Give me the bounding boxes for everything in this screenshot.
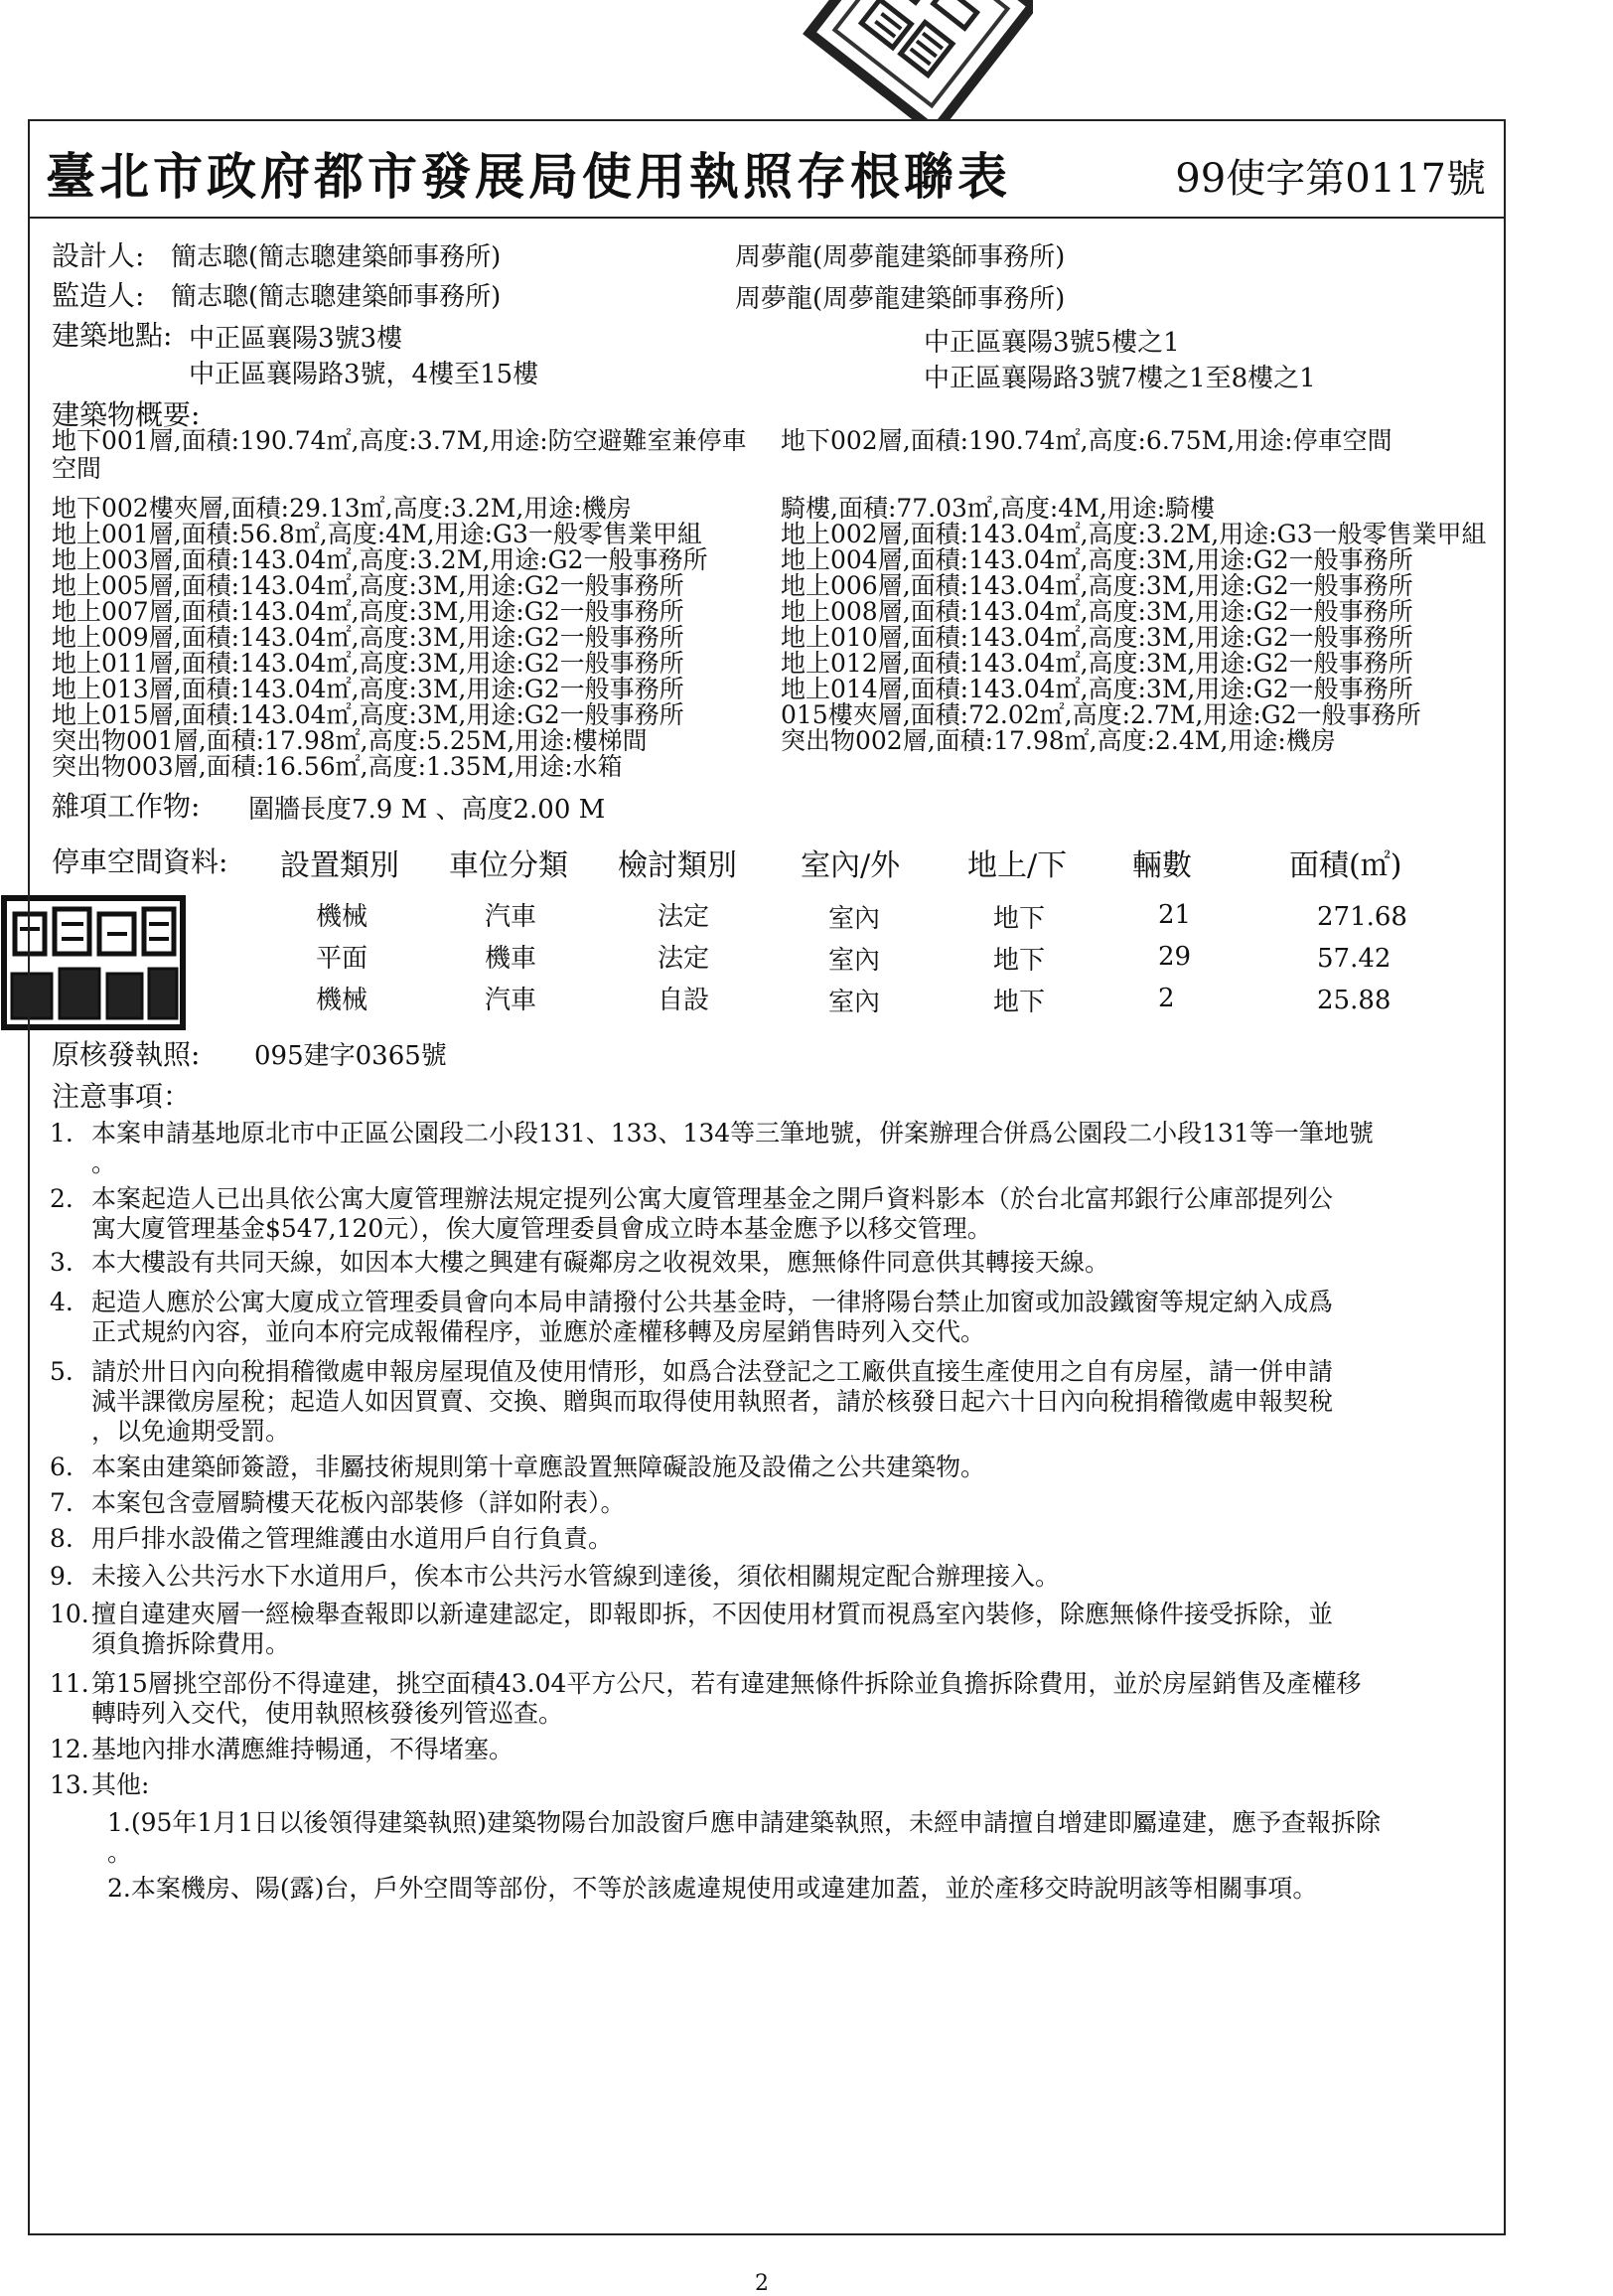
overview-left-line: 地上007層,面積:143.04㎡,高度:3M,用途:G2一般事務所	[52, 597, 684, 626]
overview-left-line: 地上005層,面積:143.04㎡,高度:3M,用途:G2一般事務所	[52, 571, 684, 600]
overview-left-line: 地上001層,面積:56.8㎡,高度:4M,用途:G3一般零售業甲組	[52, 520, 702, 548]
notes-label: 注意事項：	[52, 1080, 192, 1113]
parking-cell: 29	[1158, 942, 1192, 972]
parking-cell: 法定	[658, 902, 710, 932]
note-number: 11.	[50, 1669, 89, 1698]
overview-right-line: 地上012層,面積:143.04㎡,高度:3M,用途:G2一般事務所	[781, 649, 1413, 678]
note-line: 減半課徵房屋稅；起造人如因買賣、交換、贈與而取得使用執照者，請於核發日起六十日內向稅捐稽徵處申報契稅	[91, 1387, 1334, 1416]
overview-right-line: 地上002層,面積:143.04㎡,高度:3.2M,用途:G3一般零售業甲組	[781, 520, 1487, 548]
note-number: 8.	[50, 1524, 73, 1553]
parking-header-setup: 設置類別	[280, 848, 399, 883]
misc-works-label: 雜項工作物:	[52, 790, 201, 823]
note-line: 起造人應於公寓大廈成立管理委員會向本局申請撥付公共基金時，一律將陽台禁止加窗或加設鐵窗等規定納入成爲	[91, 1288, 1334, 1316]
overview-left-line: 地下001層,面積:190.74㎡,高度:3.7M,用途:防空避難室兼停車	[52, 426, 747, 455]
overview-left-line: 地上015層,面積:143.04㎡,高度:3M,用途:G2一般事務所	[52, 700, 684, 729]
overview-right-line: 015樓夾層,面積:72.02㎡,高度:2.7M,用途:G2一般事務所	[781, 700, 1421, 729]
note-line: 第15層挑空部份不得違建，挑空面積43.04平方公尺，若有違建無條件拆除並負擔拆除費用，並於房屋銷售及產權移	[91, 1669, 1362, 1698]
overview-label: 建築物概要:	[52, 398, 201, 431]
designer-1: 簡志聰(簡志聰建築師事務所)	[171, 242, 502, 272]
parking-cell: 機車	[485, 944, 537, 974]
overview-right-line: 地上008層,面積:143.04㎡,高度:3M,用途:G2一般事務所	[781, 597, 1413, 626]
note-line: 本案起造人已出具依公寓大廈管理辦法規定提列公寓大廈管理基金之開戶資料影本（於台北富邦銀行公庫部提列公	[91, 1184, 1334, 1213]
parking-cell: 室內	[828, 904, 881, 934]
parking-header-class: 車位分類	[449, 848, 568, 883]
note-line: 本大樓設有共同天線，如因本大樓之興建有礙鄰房之收視效果，應無條件同意供其轉接天線。	[91, 1248, 1110, 1277]
parking-header-level: 地上/下	[967, 848, 1068, 883]
note-line: 轉時列入交代，使用執照核發後列管巡查。	[91, 1699, 564, 1728]
note-line: 用戶排水設備之管理維護由水道用戶自行負責。	[91, 1524, 614, 1553]
parking-cell: 地下	[993, 946, 1046, 976]
note-line: 本案申請基地原北市中正區公園段二小段131、133、134等三筆地號，併案辦理合併爲公園段二小段131等一筆地號	[91, 1119, 1374, 1148]
note-number: 7.	[50, 1488, 73, 1517]
note-item	[50, 1119, 1500, 1178]
note-item	[50, 1184, 1500, 1244]
site-address-3: 中正區襄陽3號5樓之1	[924, 328, 1180, 358]
note-number: 9.	[50, 1562, 73, 1591]
overview-left-line: 突出物003層,面積:16.56㎡,高度:1.35M,用途:水箱	[52, 752, 623, 781]
parking-cell: 汽車	[485, 986, 537, 1015]
note-number: 10.	[50, 1600, 89, 1628]
parking-cell: 機械	[316, 986, 368, 1015]
parking-header-indoor: 室內/外	[801, 848, 901, 883]
note-number: 1.	[50, 1119, 73, 1148]
note-item	[50, 1288, 1500, 1347]
overview-right-line: 地上014層,面積:143.04㎡,高度:3M,用途:G2一般事務所	[781, 675, 1413, 703]
site-label: 建築地點:	[52, 319, 173, 352]
note-line: 其他:	[91, 1770, 150, 1799]
document-title: 臺北市政府都市發展局使用執照存根聯表	[46, 147, 1011, 206]
note-number: 4.	[50, 1288, 73, 1316]
note-sub-line: 2.本案機房、陽(露)台，戶外空間等部份，不等於該處違規使用或違建加蓋，並於產移交時說明該等相關事項。	[107, 1874, 1318, 1903]
note-line: 擅自違建夾層一經檢舉查報即以新違建認定，即報即拆，不因使用材質而視爲室內裝修，除應無條件接受拆除，並	[91, 1600, 1334, 1628]
note-line: 未接入公共污水下水道用戶，俟本市公共污水管線到達後，須依相關規定配合辦理接入。	[91, 1562, 1061, 1591]
original-permit-label: 原核發執照:	[52, 1038, 201, 1071]
original-permit-value: 095建字0365號	[254, 1041, 447, 1071]
permit-number: 99使字第0117號	[1175, 156, 1486, 202]
note-line: 請於卅日內向稅捐稽徵處申報房屋現值及使用情形，如爲合法登記之工廠供直接生產使用之自有房屋，請一併申請	[91, 1357, 1334, 1386]
misc-works-value: 圍牆長度7.9 M 、高度2.00 M	[248, 795, 606, 825]
note-number: 5.	[50, 1357, 73, 1386]
designer-2: 周夢龍(周夢龍建築師事務所)	[735, 242, 1066, 272]
overview-right-line: 地上006層,面積:143.04㎡,高度:3M,用途:G2一般事務所	[781, 571, 1413, 600]
parking-cell: 地下	[993, 988, 1046, 1017]
parking-cell: 汽車	[485, 902, 537, 932]
parking-cell: 室內	[828, 946, 881, 976]
overview-right-line: 地上004層,面積:143.04㎡,高度:3M,用途:G2一般事務所	[781, 545, 1413, 574]
parking-cell: 2	[1158, 984, 1175, 1013]
parking-label: 停車空間資料:	[52, 845, 228, 878]
note-item	[50, 1562, 1500, 1592]
note-line: 正式規約內容，並向本府完成報備程序，並應於產權移轉及房屋銷售時列入交代。	[91, 1317, 986, 1346]
parking-header-review: 檢討類別	[618, 848, 737, 883]
overview-left-line: 地上003層,面積:143.04㎡,高度:3.2M,用途:G2一般事務所	[52, 545, 708, 574]
overview-right-line: 騎樓,面積:77.03㎡,高度:4M,用途:騎樓	[781, 494, 1216, 523]
parking-cell: 21	[1158, 900, 1192, 930]
note-number: 6.	[50, 1453, 73, 1481]
note-line: 須負擔拆除費用。	[91, 1629, 291, 1658]
parking-cell: 地下	[993, 904, 1046, 934]
header-row	[28, 119, 1506, 219]
note-sub-line: 。	[107, 1838, 133, 1867]
parking-cell: 57.42	[1317, 944, 1392, 974]
overview-left-line: 空間	[52, 454, 102, 483]
note-line: 。	[91, 1148, 117, 1177]
note-number: 13.	[50, 1770, 89, 1799]
supervisor-label: 監造人:	[52, 279, 145, 312]
note-item	[50, 1453, 1500, 1482]
note-item	[50, 1735, 1500, 1764]
parking-header-area: 面積(㎡)	[1289, 848, 1402, 883]
parking-cell: 室內	[828, 988, 881, 1017]
designer-label: 設計人:	[52, 239, 145, 272]
note-line: 寓大廈管理基金$547,120元），俟大廈管理委員會成立時本基金應予以移交管理。	[91, 1214, 992, 1243]
parking-cell: 法定	[658, 944, 710, 974]
note-line: ，以免逾期受罰。	[91, 1417, 291, 1446]
note-item	[50, 1600, 1500, 1659]
overview-right-line: 地上010層,面積:143.04㎡,高度:3M,用途:G2一般事務所	[781, 623, 1413, 652]
note-item	[50, 1524, 1500, 1554]
official-seal-stamp	[765, 0, 1033, 119]
site-address-4: 中正區襄陽路3號7樓之1至8樓之1	[924, 364, 1316, 393]
parking-cell: 平面	[316, 944, 368, 974]
note-item	[50, 1770, 1500, 1800]
note-line: 本案包含壹層騎樓天花板內部裝修（詳如附表）。	[91, 1488, 626, 1517]
supervisor-1: 簡志聰(簡志聰建築師事務所)	[171, 282, 502, 312]
note-item	[50, 1488, 1500, 1518]
overview-left-line: 地上013層,面積:143.04㎡,高度:3M,用途:G2一般事務所	[52, 675, 684, 703]
parking-cell: 機械	[316, 902, 368, 932]
note-sub-item	[107, 1874, 1518, 1904]
site-address-1: 中正區襄陽3號3樓	[189, 324, 403, 354]
note-line: 本案由建築師簽證，非屬技術規則第十章應設置無障礙設施及設備之公共建築物。	[91, 1453, 986, 1481]
overview-right-line: 突出物002層,面積:17.98㎡,高度:2.4M,用途:機房	[781, 726, 1336, 755]
note-line: 基地內排水溝應維持暢通，不得堵塞。	[91, 1735, 514, 1763]
parking-cell: 自設	[658, 986, 710, 1015]
note-sub-item	[107, 1808, 1518, 1868]
note-item	[50, 1357, 1500, 1447]
note-item	[50, 1248, 1500, 1278]
parking-cell: 25.88	[1317, 986, 1392, 1015]
site-address-2: 中正區襄陽路3號，4樓至15樓	[189, 360, 539, 389]
note-number: 12.	[50, 1735, 89, 1763]
parking-header-count: 輛數	[1132, 848, 1192, 883]
supervisor-2: 周夢龍(周夢龍建築師事務所)	[735, 284, 1066, 314]
note-number: 2.	[50, 1184, 73, 1213]
parking-cell: 271.68	[1317, 902, 1407, 932]
overview-left-line: 地上011層,面積:143.04㎡,高度:3M,用途:G2一般事務所	[52, 649, 684, 678]
note-number: 3.	[50, 1248, 73, 1277]
note-sub-line: 1.(95年1月1日以後領得建築執照)建築物陽台加設窗戶應申請建築執照，未經申請擅自增建即屬違建，應予查報拆除	[107, 1808, 1381, 1837]
overview-left-line: 地下002樓夾層,面積:29.13㎡,高度:3.2M,用途:機房	[52, 494, 632, 523]
overview-left-line: 突出物001層,面積:17.98㎡,高度:5.25M,用途:樓梯間	[52, 726, 648, 755]
note-item	[50, 1669, 1500, 1729]
overview-left-line: 地上009層,面積:143.04㎡,高度:3M,用途:G2一般事務所	[52, 623, 684, 652]
overview-right-line: 地下002層,面積:190.74㎡,高度:6.75M,用途:停車空間	[781, 426, 1393, 455]
page-number: 2	[755, 2271, 769, 2296]
